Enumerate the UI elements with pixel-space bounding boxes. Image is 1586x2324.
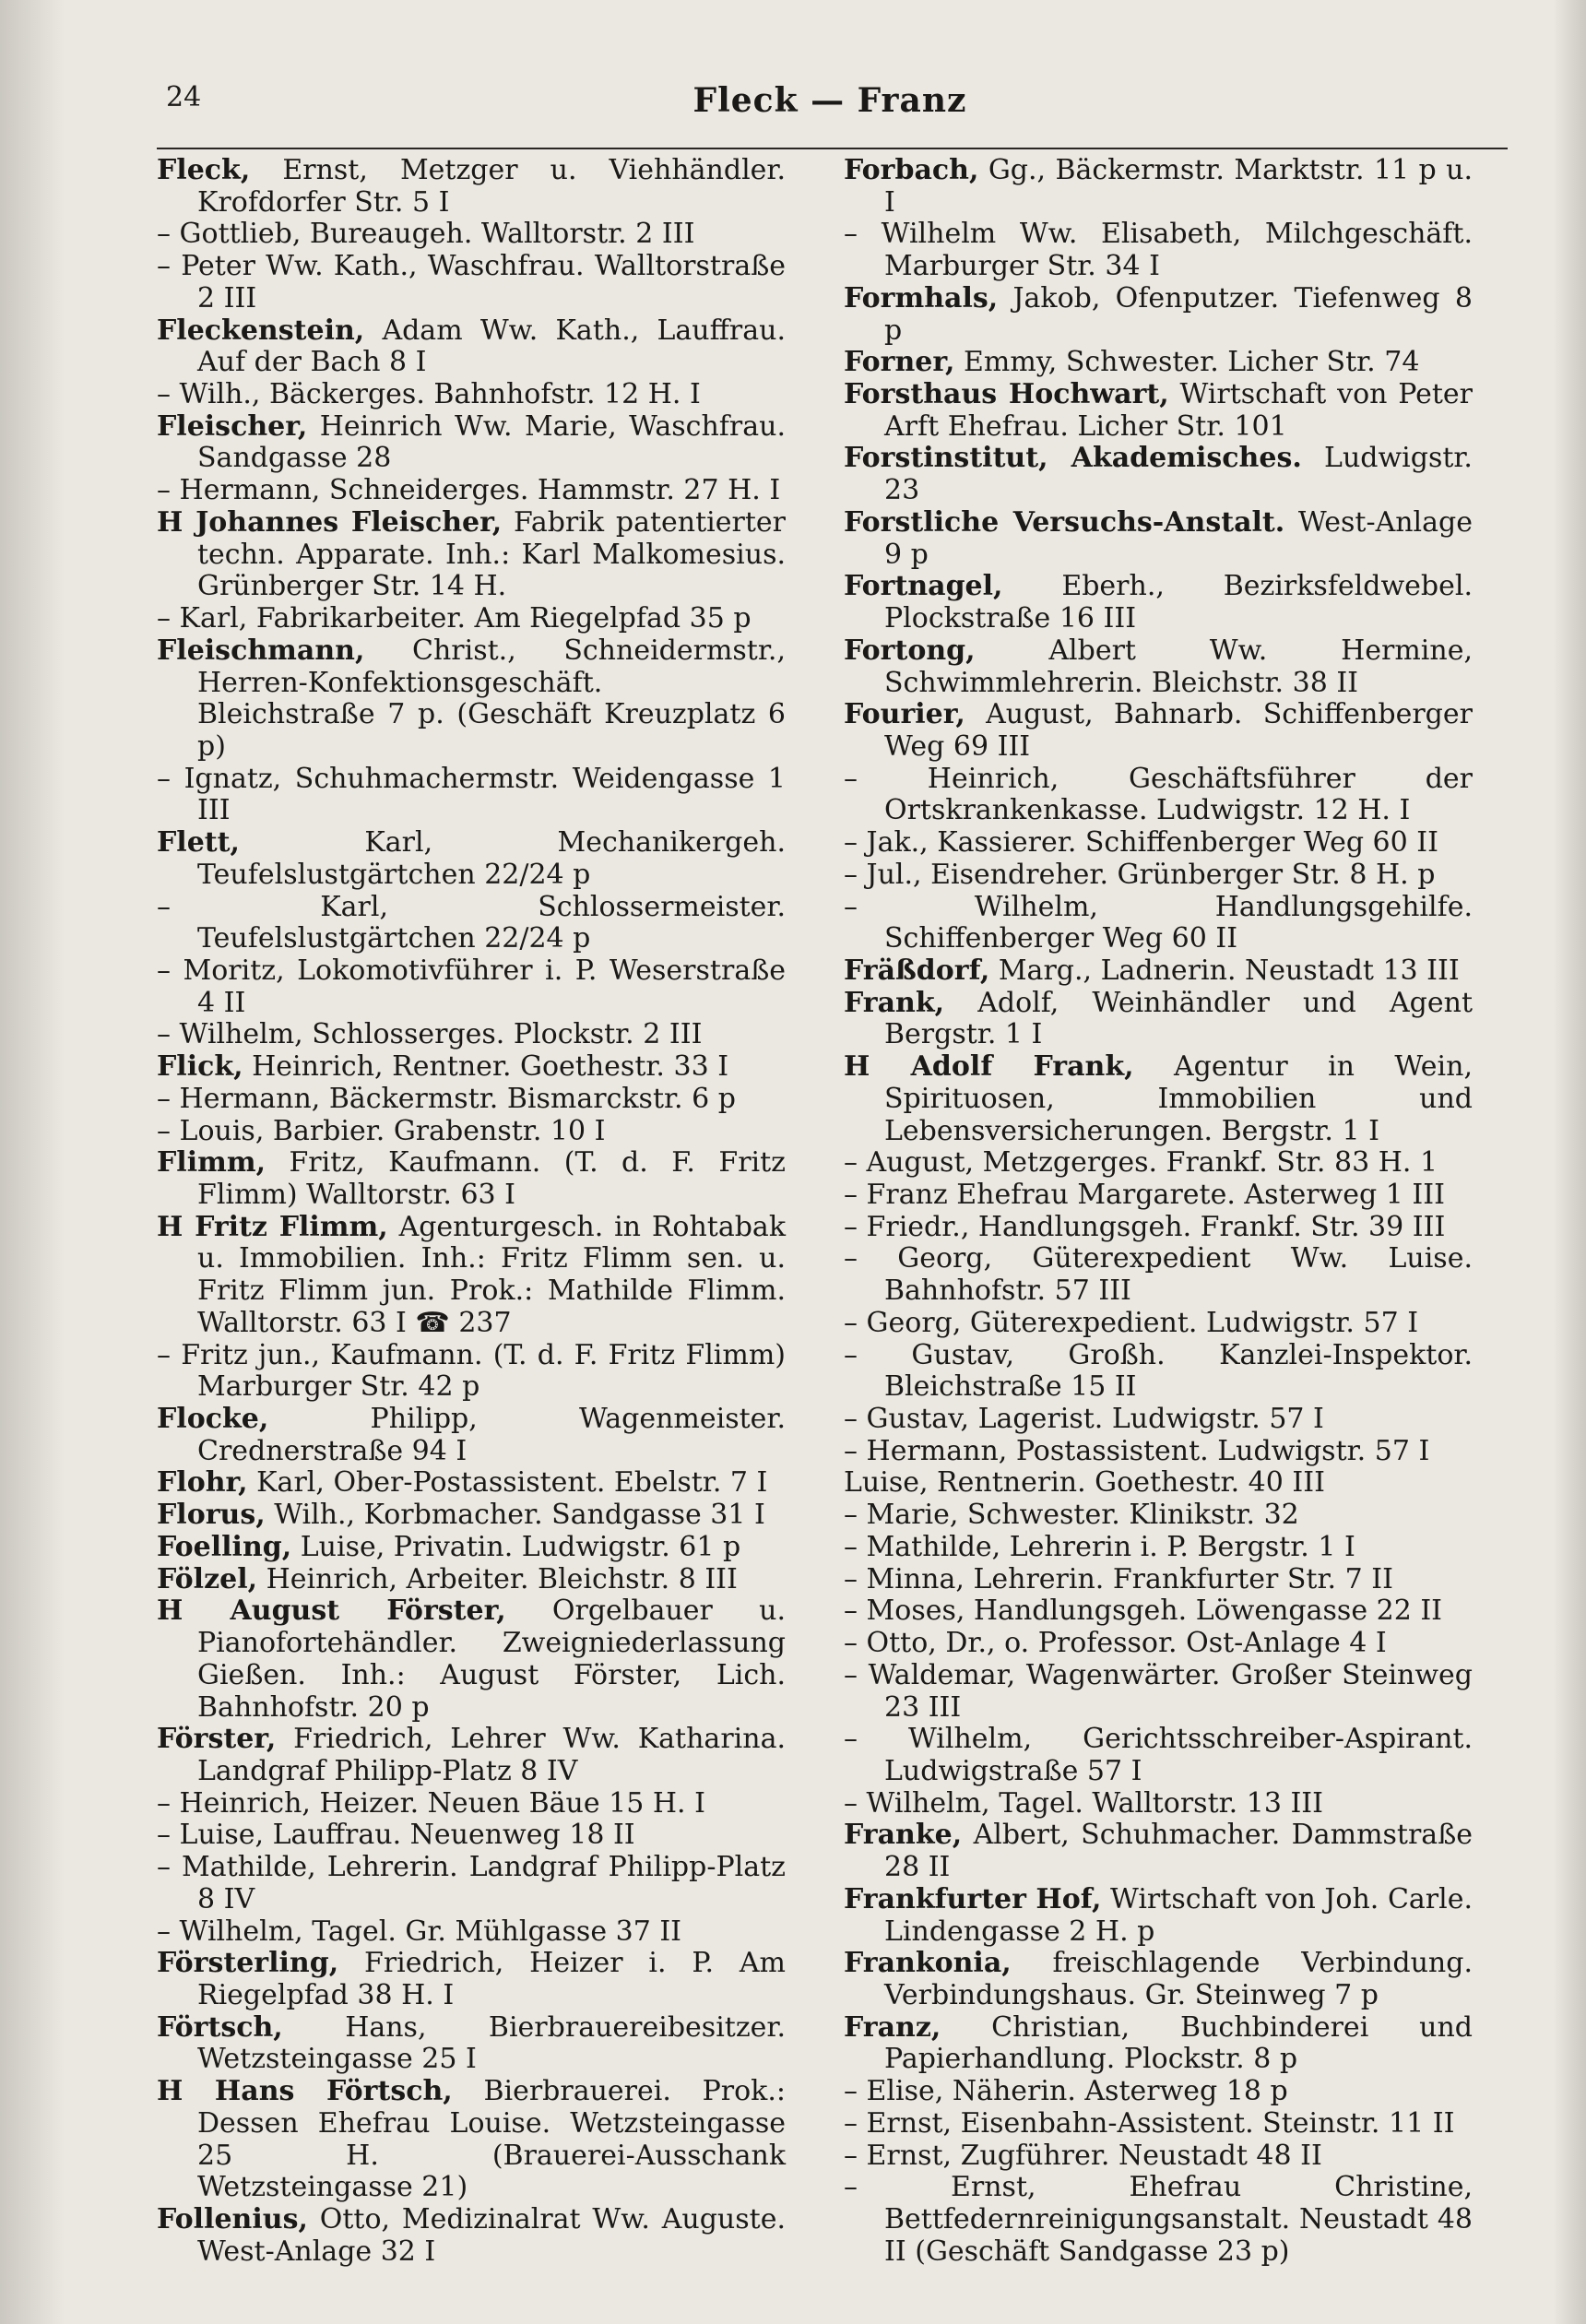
entry-text: – August, Metzgerges. Frankf. Str. 83 H. 1 xyxy=(844,1146,1438,1180)
entry-text: – Hermann, Postassistent. Ludwigstr. 57 I xyxy=(844,1434,1430,1467)
directory-entry xyxy=(844,507,1473,571)
directory-entry xyxy=(157,764,786,827)
directory-entry xyxy=(844,283,1473,347)
directory-entry xyxy=(844,1500,1473,1532)
directory-entry xyxy=(157,1595,786,1724)
entry-text: – Wilhelm, Gerichtsschreiber-Aspirant. Ludwigstraße 57 I xyxy=(844,1723,1473,1787)
entry-text: Bierbrauerei. Prok.: Dessen Ehefrau Louise. Wetzsteingasse 25 H. (Brauerei-Ausschank Wetzsteingasse 21) xyxy=(197,2075,786,2204)
entry-text: Orgelbauer u. Pianofortehändler. Zweigniederlassung Gießen. Inh.: August Förster, Lich. Bahnhofstr. 20 p xyxy=(197,1595,787,1724)
directory-entry xyxy=(844,219,1473,282)
directory-entry xyxy=(844,827,1473,860)
entry-text: – Mathilde, Lehrerin. Landgraf Philipp-Platz 8 IV xyxy=(157,1851,786,1915)
page-edge-shadow xyxy=(1553,0,1586,2324)
entry-text: Friedrich, Lehrer Ww. Katharina. Landgraf Philipp-Platz 8 IV xyxy=(197,1723,786,1787)
entry-name: Fourier, xyxy=(844,698,965,731)
entry-name: Flick, xyxy=(157,1050,243,1084)
entry-name: Frank, xyxy=(844,986,945,1019)
entry-text: – Karl, Schlossermeister. Teufelslustgärtchen 22/24 p xyxy=(157,890,786,955)
entry-text: August, Bahnarb. Schiffenberger Weg 69 III xyxy=(884,698,1473,763)
entry-text: Agenturgesch. in Rohtabak u. Immobilien. Inh.: Fritz Flimm sen. u. Fritz Flimm jun. Prok.: Mathilde Flimm. Walltorstr. 63 I ☎ 237 xyxy=(197,1210,786,1339)
directory-entry xyxy=(157,507,786,603)
entry-text: Hans, Bierbrauereibesitzer. Wetzsteingasse 25 I xyxy=(197,2010,786,2076)
directory-entry xyxy=(844,1884,1473,1948)
entry-text: West-Anlage 9 p xyxy=(884,505,1473,571)
entry-text: – Elise, Näherin. Asterweg 18 p xyxy=(844,2075,1288,2108)
directory-entry xyxy=(157,251,786,314)
page-gutter-shadow xyxy=(0,0,65,2324)
directory-entry xyxy=(157,2076,786,2204)
directory-entry xyxy=(844,635,1473,699)
entry-name: Fleck, xyxy=(157,154,251,186)
directory-entry xyxy=(157,475,786,507)
directory-entry xyxy=(844,1564,1473,1596)
directory-entry xyxy=(844,2012,1473,2076)
directory-entry xyxy=(157,1564,786,1596)
directory-entry xyxy=(844,1147,1473,1180)
entry-text: – Minna, Lehrerin. Frankfurter Str. 7 II xyxy=(844,1562,1393,1595)
directory-entry xyxy=(157,827,786,891)
right-column xyxy=(844,155,1473,2268)
entry-name: Flohr, xyxy=(157,1466,248,1500)
entry-text: Wirtschaft von Peter Arft Ehefrau. Licher Str. 101 xyxy=(884,378,1473,443)
entry-name: Fölzel, xyxy=(157,1562,258,1595)
directory-entry xyxy=(157,1404,786,1467)
entry-name: Flocke, xyxy=(157,1403,269,1436)
entry-text: – Ernst, Ehefrau Christine, Bettfedernreinigungsanstalt. Neustadt 48 II (Geschäft Sandgasse 23 p) xyxy=(844,2171,1473,2268)
entry-name: Frankonia, xyxy=(844,1947,1012,1980)
directory-entry xyxy=(157,1916,786,1949)
entry-text: – Wilh., Bäckerges. Bahnhofstr. 12 H. I xyxy=(157,378,701,411)
entry-text: – Wilhelm, Tagel. Gr. Mühlgasse 37 II xyxy=(157,1915,682,1948)
directory-entry xyxy=(844,860,1473,892)
directory-entry xyxy=(157,1532,786,1564)
entry-name: Forstliche Versuchs-Anstalt. xyxy=(844,505,1285,539)
entry-text: Adolf, Weinhändler und Agent Bergstr. 1 I xyxy=(884,986,1474,1051)
directory-entry xyxy=(157,1788,786,1820)
directory-entry xyxy=(157,1467,786,1500)
entry-text: Christian, Buchbinderei und Papierhandlung. Plockstr. 8 p xyxy=(884,2010,1473,2076)
directory-entry xyxy=(844,1660,1473,1724)
entry-text: Gg., Bäckermstr. Marktstr. 11 p u. I xyxy=(884,154,1473,219)
directory-entry xyxy=(844,1340,1473,1404)
directory-entry xyxy=(157,1820,786,1852)
entry-text: – Otto, Dr., o. Professor. Ost-Anlage 4 I xyxy=(844,1627,1387,1660)
entry-text: – Luise, Lauffrau. Neuenweg 18 II xyxy=(157,1819,635,1852)
directory-entry xyxy=(844,1628,1473,1660)
entry-text: Albert, Schuhmacher. Dammstraße 28 II xyxy=(884,1819,1473,1884)
entry-text: – Georg, Güterexpedient. Ludwigstr. 57 I xyxy=(844,1306,1419,1339)
entry-name: Fleckenstein, xyxy=(157,314,365,347)
entry-text: Karl, Mechanikergeh. Teufelslustgärtchen 22/24 p xyxy=(197,826,786,891)
entry-text: Marg., Ladnerin. Neustadt 13 III xyxy=(998,954,1460,987)
directory-entry xyxy=(844,1212,1473,1244)
entry-name: Foelling, xyxy=(157,1530,292,1563)
entry-name: Franz, xyxy=(844,2010,941,2044)
entry-text: – Georg, Güterexpedient Ww. Luise. Bahnhofstr. 57 III xyxy=(844,1242,1473,1308)
directory-entry xyxy=(157,411,786,475)
directory-entry xyxy=(844,1532,1473,1564)
entry-text: – Fritz jun., Kaufmann. (T. d. F. Fritz Flimm) Marburger Str. 42 p xyxy=(157,1338,786,1404)
directory-entry xyxy=(157,1212,786,1340)
directory-entry xyxy=(844,571,1473,634)
entry-text: – Hermann, Bäckermstr. Bismarckstr. 6 p xyxy=(157,1082,736,1115)
entry-text: – Wilhelm Ww. Elisabeth, Milchgeschäft. Marburger Str. 34 I xyxy=(844,218,1473,283)
entry-text: Wirtschaft von Joh. Carle. Lindengasse 2 H. p xyxy=(884,1882,1474,1948)
directory-entry xyxy=(157,1147,786,1211)
entry-text: – Heinrich, Geschäftsführer der Ortskrankenkasse. Ludwigstr. 12 H. I xyxy=(844,762,1473,827)
entry-text: – Ernst, Eisenbahn-Assistent. Steinstr. 11 II xyxy=(844,2106,1455,2140)
left-column xyxy=(157,155,786,2268)
directory-entry xyxy=(844,988,1473,1051)
entry-text: Philipp, Wagenmeister. Crednerstraße 94 I xyxy=(197,1403,786,1467)
entry-text: – Waldemar, Wagenwärter. Großer Steinweg 23 III xyxy=(844,1658,1473,1724)
entry-name: Försterling, xyxy=(157,1947,339,1980)
entry-text: Ludwigstr. 23 xyxy=(884,442,1473,507)
entry-text: Adam Ww. Kath., Lauffrau. Auf der Bach 8 I xyxy=(197,314,786,379)
entry-name: Fortong, xyxy=(844,634,976,667)
entry-text: – Wilhelm, Handlungsgehilfe. Schiffenberger Weg 60 II xyxy=(844,890,1473,955)
directory-entry xyxy=(157,892,786,955)
directory-entry xyxy=(844,955,1473,988)
entry-text: – Mathilde, Lehrerin i. P. Bergstr. 1 I xyxy=(844,1530,1355,1563)
entry-name: Fleischmann, xyxy=(157,634,365,667)
directory-entry xyxy=(157,155,786,219)
entry-text: – Ignatz, Schuhmachermstr. Weidengasse 1 III xyxy=(157,762,786,827)
entry-text: Emmy, Schwester. Licher Str. 74 xyxy=(964,346,1420,379)
entry-text: – Wilhelm, Tagel. Walltorstr. 13 III xyxy=(844,1786,1324,1820)
directory-entry xyxy=(157,1019,786,1051)
entry-text: – Moses, Handlungsgeh. Löwengasse 22 II xyxy=(844,1595,1443,1628)
entry-text: Heinrich, Rentner. Goethestr. 33 I xyxy=(252,1050,729,1084)
entry-text: Fabrik patentierter techn. Apparate. Inh.: Karl Malkomesius. Grünberger Str. 14 H. xyxy=(197,505,786,603)
directory-entry xyxy=(157,315,786,379)
entry-name: H Johannes Fleischer, xyxy=(157,505,503,539)
directory-entry xyxy=(844,2108,1473,2140)
entry-text: Christ., Schneidermstr., Herren-Konfektionsgeschäft. Bleichstraße 7 p. (Geschäft Kreuzplatz 6 p) xyxy=(197,634,786,763)
directory-entry xyxy=(157,219,786,251)
entry-text: – Heinrich, Heizer. Neuen Bäue 15 H. I xyxy=(157,1786,705,1820)
directory-entry xyxy=(157,955,786,1019)
page-header xyxy=(157,81,1503,136)
header-rule xyxy=(157,148,1508,149)
entry-text: Friedrich, Heizer i. P. Am Riegelpfad 38 H. I xyxy=(197,1947,786,2011)
entry-text: – Karl, Fabrikarbeiter. Am Riegelpfad 35 p xyxy=(157,602,752,635)
directory-entry xyxy=(844,2140,1473,2173)
entry-name: Fräßdorf, xyxy=(844,954,990,987)
entry-text: – Gottlieb, Bureaugeh. Walltorstr. 2 III xyxy=(157,218,695,251)
entry-name: Forstinstitut, Akademisches. xyxy=(844,442,1302,475)
entry-text: Luise, Privatin. Ludwigstr. 61 p xyxy=(300,1530,741,1563)
entry-name: H Hans Förtsch, xyxy=(157,2075,453,2108)
directory-entry xyxy=(844,155,1473,219)
entry-text: Wilh., Korbmacher. Sandgasse 31 I xyxy=(274,1499,765,1532)
directory-entry xyxy=(844,347,1473,379)
directory-entry xyxy=(844,2076,1473,2108)
entry-text: – Louis, Barbier. Grabenstr. 10 I xyxy=(157,1114,606,1147)
directory-entry xyxy=(157,1340,786,1404)
entry-name: H August Förster, xyxy=(157,1595,506,1628)
directory-entry xyxy=(844,764,1473,827)
directory-entry xyxy=(157,635,786,764)
entry-name: Flett, xyxy=(157,826,240,860)
entry-name: Fleischer, xyxy=(157,409,308,443)
directory-entry xyxy=(844,1595,1473,1628)
directory-entry xyxy=(844,892,1473,955)
entry-text: Jakob, Ofenputzer. Tiefenweg 8 p xyxy=(884,281,1473,347)
entry-text: Albert Ww. Hermine, Schwimmlehrerin. Bleichstr. 38 II xyxy=(884,634,1473,699)
directory-entry xyxy=(157,379,786,411)
directory-entry xyxy=(157,1116,786,1148)
entry-text: – Gustav, Großh. Kanzlei-Inspektor. Bleichstraße 15 II xyxy=(844,1338,1473,1404)
entry-name: Forsthaus Hochwart, xyxy=(844,378,1169,411)
entry-text: – Moritz, Lokomotivführer i. P. Weserstraße 4 II xyxy=(157,954,786,1019)
directory-entry xyxy=(157,1724,786,1787)
directory-entry xyxy=(844,699,1473,763)
directory-entry xyxy=(844,1180,1473,1212)
entry-text: freischlagende Verbindung. Verbindungshaus. Gr. Steinweg 7 p xyxy=(884,1947,1473,2011)
directory-entry xyxy=(844,443,1473,506)
directory-entry xyxy=(844,1051,1473,1147)
entry-name: Frankfurter Hof, xyxy=(844,1882,1102,1915)
entry-text: Ernst, Metzger u. Viehhändler. Krofdorfer Str. 5 I xyxy=(197,154,786,219)
entry-text: – Hermann, Schneiderges. Hammstr. 27 H. I xyxy=(157,474,781,507)
entry-name: H Adolf Frank, xyxy=(844,1050,1134,1084)
entry-name: Förtsch, xyxy=(157,2010,283,2044)
entry-text: Eberh., Bezirksfeldwebel. Plockstraße 16 III xyxy=(884,570,1473,635)
entry-text: – Ernst, Zugführer. Neustadt 48 II xyxy=(844,2139,1322,2172)
entry-text: Heinrich, Arbeiter. Bleichstr. 8 III xyxy=(266,1562,738,1595)
directory-entry xyxy=(844,1404,1473,1436)
entry-text: – Jak., Kassierer. Schiffenberger Weg 60 II xyxy=(844,826,1438,860)
entry-name: Franke, xyxy=(844,1819,963,1852)
entry-text: – Jul., Eisendreher. Grünberger Str. 8 H. p xyxy=(844,858,1436,891)
entry-text: – Franz Ehefrau Margarete. Asterweg 1 III xyxy=(844,1179,1445,1211)
entry-text: Agentur in Wein, Spirituosen, Immobilien und Lebensversicherungen. Bergstr. 1 I xyxy=(884,1050,1473,1147)
directory-entry xyxy=(844,1948,1473,2011)
entry-text: – Friedr., Handlungsgeh. Frankf. Str. 39 III xyxy=(844,1210,1446,1243)
directory-entry xyxy=(157,1084,786,1116)
entry-name: Fortnagel, xyxy=(844,570,1003,603)
directory-entry xyxy=(157,1500,786,1532)
entry-text: Luise, Rentnerin. Goethestr. 40 III xyxy=(844,1466,1325,1500)
entry-text: Fritz, Kaufmann. (T. d. F. Fritz Flimm) Walltorstr. 63 I xyxy=(197,1146,786,1211)
entry-text: – Peter Ww. Kath., Waschfrau. Walltorstraße 2 III xyxy=(157,250,786,314)
entry-name: H Fritz Flimm, xyxy=(157,1210,388,1243)
entry-text: – Wilhelm, Schlosserges. Plockstr. 2 III xyxy=(157,1018,703,1051)
entry-text: Karl, Ober-Postassistent. Ebelstr. 7 I xyxy=(256,1466,768,1500)
directory-entry xyxy=(844,1243,1473,1307)
directory-entry xyxy=(157,2204,786,2268)
directory-entry xyxy=(844,1788,1473,1820)
directory-entry xyxy=(157,1051,786,1084)
directory-entry xyxy=(844,1467,1473,1500)
running-head: Fleck — Franz xyxy=(692,81,967,120)
entry-name: Formhals, xyxy=(844,281,999,314)
entry-name: Forner, xyxy=(844,346,955,379)
directory-entry xyxy=(844,1308,1473,1340)
page-number: 24 xyxy=(166,81,202,113)
directory-entry xyxy=(844,2172,1473,2268)
entry-text: Otto, Medizinalrat Ww. Auguste. West-Anlage 32 I xyxy=(197,2203,786,2268)
entry-text: Heinrich Ww. Marie, Waschfrau. Sandgasse 28 xyxy=(197,409,786,475)
directory-entry xyxy=(157,2012,786,2076)
directory-entry xyxy=(157,603,786,635)
directory-entry xyxy=(844,1724,1473,1787)
entry-text: – Marie, Schwester. Klinikstr. 32 xyxy=(844,1499,1299,1532)
entry-name: Florus, xyxy=(157,1499,266,1532)
entry-name: Follenius, xyxy=(157,2203,308,2235)
directory-entry xyxy=(157,1948,786,2011)
directory-entry xyxy=(844,1820,1473,1883)
entry-name: Förster, xyxy=(157,1723,277,1756)
directory-entry xyxy=(844,1436,1473,1468)
entry-name: Forbach, xyxy=(844,154,979,186)
directory-entry xyxy=(844,379,1473,443)
entry-text: – Gustav, Lagerist. Ludwigstr. 57 I xyxy=(844,1403,1324,1436)
directory-entry xyxy=(157,1852,786,1915)
entry-name: Flimm, xyxy=(157,1146,266,1180)
